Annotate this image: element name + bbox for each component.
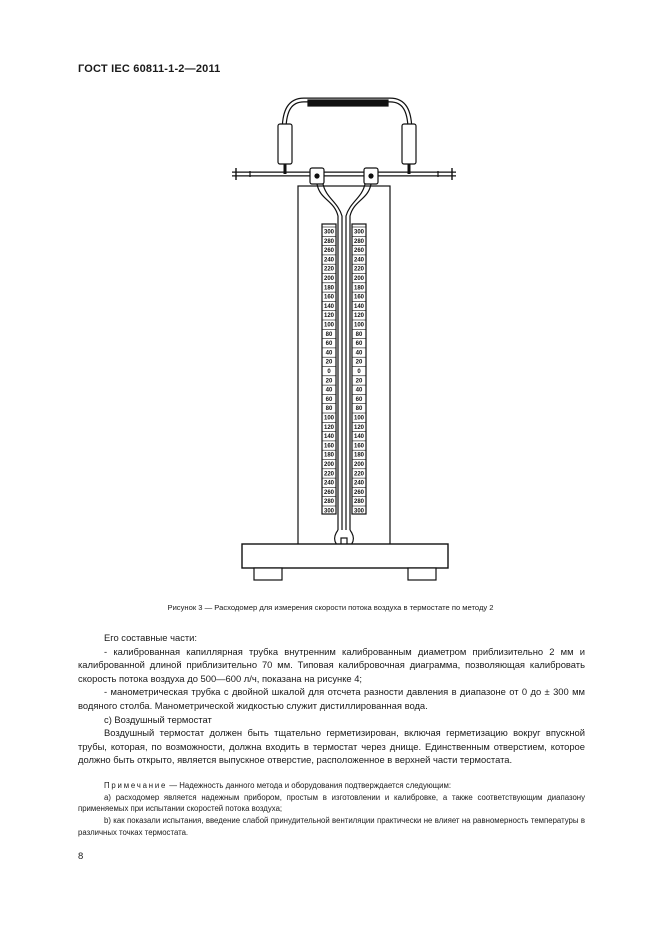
right-scale-label: 300	[353, 508, 365, 515]
right-scale-label: 280	[353, 238, 365, 245]
paragraph: Его составные части:	[104, 632, 198, 643]
paragraph: - манометрическая трубка с двойной шкалой для отсчета разности давления в диапазоне от 0 до ± 300 мм водяного столба. Манометрической жидкостью служит дистиллированная вода.	[78, 686, 585, 711]
right-scale-label: 160	[353, 294, 365, 301]
right-scale-label: 60	[355, 341, 363, 348]
left-scale-label: 220	[323, 266, 335, 273]
left-scale-label: 80	[325, 331, 333, 338]
left-scale-label: 220	[323, 471, 335, 478]
right-scale-label: 0	[357, 369, 361, 375]
right-scale-label: 80	[355, 331, 363, 338]
left-scale-label: 240	[323, 480, 335, 487]
note-intro-text: — Надежность данного метода и оборудования подтверждается следующим:	[167, 781, 451, 790]
left-scale-label: 180	[323, 452, 335, 459]
left-scale-label: 120	[323, 313, 335, 320]
paragraph: - калиброванная капиллярная трубка внутренним калиброванным диаметром приблизительно 2 мм и калиброванной длиной приблизительно 70 мм. Типовая калибровочная диаграмма, позволяющая калибровать скорость потока воздуха до 500—600 л/ч, показана на рисунке 4;	[78, 645, 585, 684]
right-scale-label: 80	[355, 406, 363, 413]
left-scale-label: 280	[323, 499, 335, 506]
right-scale-label: 280	[353, 499, 365, 506]
left-scale-label: 40	[325, 387, 333, 394]
right-scale-label: 220	[353, 266, 365, 273]
left-scale-label: 300	[323, 508, 335, 515]
right-scale-label: 20	[355, 378, 363, 385]
right-scale-label: 180	[353, 452, 365, 459]
left-scale-label: 60	[325, 341, 333, 348]
flowmeter-figure	[228, 92, 460, 586]
right-scale-label: 20	[355, 359, 363, 366]
right-scale-label: 140	[353, 303, 365, 310]
right-scale-label: 120	[353, 424, 365, 431]
right-scale-label: 240	[353, 257, 365, 264]
left-scale-label: 200	[323, 462, 335, 468]
left-scale-label: 260	[323, 248, 335, 255]
right-scale-label: 60	[355, 396, 363, 403]
note-item-b: b) как показали испытания, введение слабой принудительной вентиляции практически не влияет на равномерность температуры в различных точках термостата.	[78, 816, 585, 837]
left-scale-label: 80	[325, 406, 333, 413]
left-scale-label: 20	[325, 359, 333, 366]
note-intro	[78, 780, 585, 792]
left-scale-label: 300	[323, 229, 335, 236]
right-scale-label: 200	[353, 462, 365, 468]
right-scale-label: 100	[353, 415, 365, 422]
figure-caption: Рисунок 3 — Расходомер для измерения скорости потока воздуха в термостате по методу 2	[167, 603, 494, 612]
left-scale-label: 240	[323, 257, 335, 264]
right-scale-label: 140	[353, 434, 365, 441]
left-scale-label: 40	[325, 350, 333, 357]
left-scale-label: 120	[323, 424, 335, 431]
document-header: ГОСТ IEC 60811-1-2—2011	[78, 63, 221, 75]
right-scale-label: 100	[353, 322, 365, 329]
right-scale-label: 220	[353, 471, 365, 478]
note-block	[78, 780, 585, 839]
left-scale-label: 160	[323, 294, 335, 301]
left-scale-label: 260	[323, 489, 335, 496]
left-scale-label: 60	[325, 396, 333, 403]
left-scale-label: 180	[323, 285, 335, 292]
flowmeter-drawing	[228, 92, 460, 586]
paragraph: с) Воздушный термостат	[104, 713, 212, 725]
left-scale-label: 0	[327, 369, 331, 375]
right-scale-label: 200	[353, 276, 365, 282]
right-scale-label: 260	[353, 489, 365, 496]
left-scale-label: 140	[323, 303, 335, 310]
right-scale-label: 240	[353, 480, 365, 487]
right-scale-label: 180	[353, 285, 365, 292]
page-number: 8	[78, 851, 84, 862]
left-scale-label: 100	[323, 322, 335, 329]
right-scale-label: 300	[353, 229, 365, 236]
paragraph: Воздушный термостат должен быть тщательно герметизирован, включая герметизацию вокруг впускной трубы, которая, по возможности, должна входить в термостат через днище. Единственным отверстием, которое должно быть открыто, является выпускное отверстие, расположенное в верхней части термостата.	[78, 727, 585, 766]
note-label: Примечание	[104, 781, 168, 790]
left-scale-label: 140	[323, 434, 335, 441]
left-scale-label: 160	[323, 443, 335, 450]
right-scale-label: 40	[355, 350, 363, 357]
left-scale-label: 200	[323, 276, 335, 282]
right-scale-label: 40	[355, 387, 363, 394]
right-scale-label: 120	[353, 313, 365, 320]
left-scale-label: 20	[325, 378, 333, 385]
right-scale-label: 260	[353, 248, 365, 255]
note-item-a: a) расходомер является надежным прибором, простым в изготовлении и калибровке, а также соответствующим диапазону применяемых при испытании скоростей потока воздуха;	[78, 792, 585, 814]
body-text	[78, 631, 585, 767]
left-scale-label: 280	[323, 238, 335, 245]
right-scale-label: 160	[353, 443, 365, 450]
left-scale-label: 100	[323, 415, 335, 422]
